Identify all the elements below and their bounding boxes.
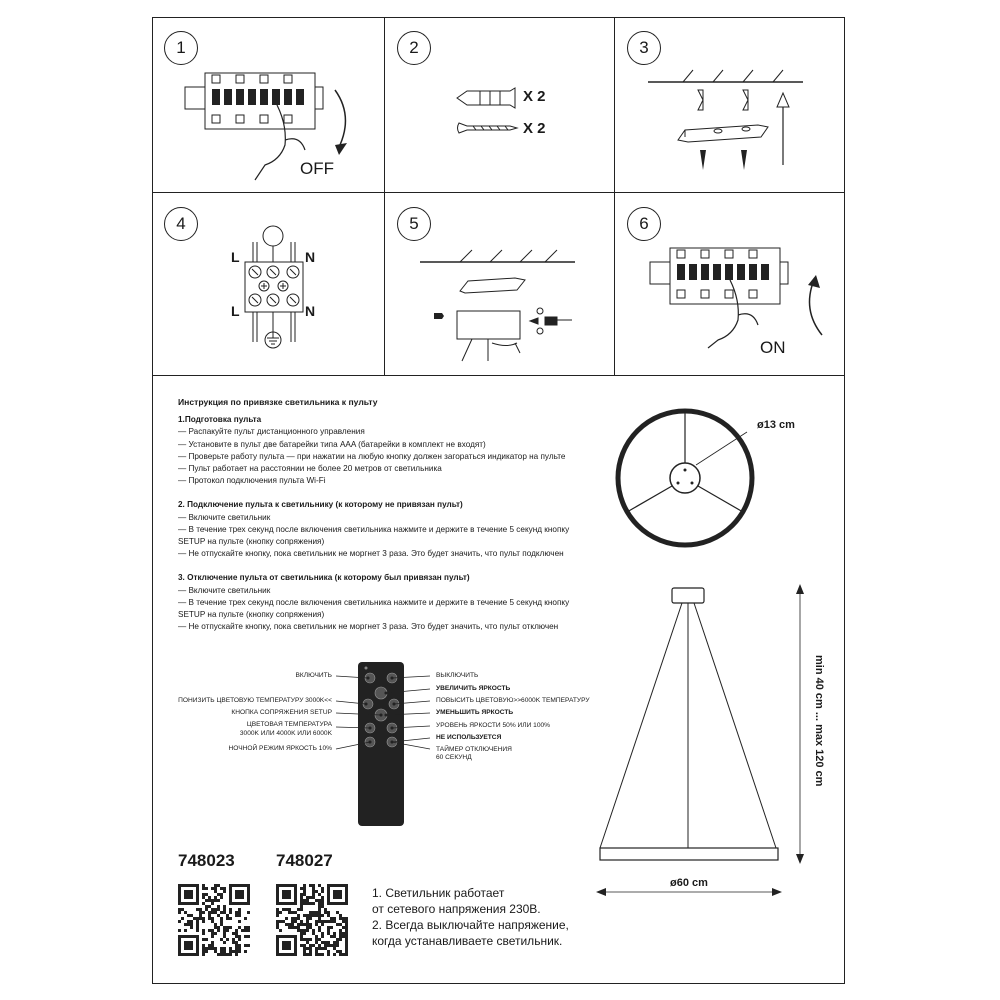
step-number-3: 3 (627, 31, 661, 65)
live-top-label: L (231, 249, 240, 265)
remote-leader-lines (330, 660, 450, 760)
remote-temp-label: ЦВЕТОВАЯ ТЕМПЕРАТУРА (246, 721, 332, 728)
qr-code-748027 (276, 884, 348, 956)
remote-timer-seconds-label: 60 СЕКУНД (436, 754, 472, 761)
remote-timer-label: ТАЙМЕР ОТКЛЮЧЕНИЯ (436, 746, 512, 753)
section-1-line: — Протокол подключения пульта Wi-Fi (178, 476, 326, 486)
remote-temp-values-label: 3000K ИЛИ 4000K ИЛИ 6000K (239, 730, 332, 737)
section-2-line: — В течение трех секунд после включения светильника нажмите и держите в течение 5 секунд кнопку (178, 524, 570, 534)
step-number-5: 5 (397, 207, 431, 241)
canopy-diameter-label: ø13 cm (757, 419, 795, 431)
instructions-title: Инструкция по привязке светильника к пульту (178, 397, 378, 407)
section-3-line: SETUP на пульте (кнопку сопряжения) (178, 610, 325, 620)
breaker-off-illustration (185, 65, 365, 185)
lamp-side-view (590, 580, 820, 900)
section-2-line: — Включите светильник (178, 512, 271, 522)
anchor-screw-illustration (455, 88, 525, 138)
section-2-line: — Не отпускайте кнопку, пока светильник не моргнет 3 раза. Это будет значить, что пульт подключен (178, 549, 564, 559)
article-number-1: 748023 (178, 851, 235, 870)
remote-setup-label: КНОПКА СОПРЯЖЕНИЯ SETUP (231, 709, 332, 716)
section-3-line: — Не отпускайте кнопку, пока светильник не моргнет 3 раза. Это будет значить, что пульт отключен (178, 622, 559, 632)
step-number-6: 6 (627, 207, 661, 241)
bracket-mounting-illustration (648, 65, 808, 180)
section-3-line: — В течение трех секунд после включения светильника нажмите и держите в течение 5 секунд кнопку (178, 597, 570, 607)
section-1-line: — Установите в пульт две батарейки типа AAA (батарейки в комплект не входят) (178, 439, 486, 449)
neutral-bottom-label: N (305, 303, 316, 319)
section-3-heading: 3. Отключение пульта от светильника (к которому был привязан пульт) (178, 573, 470, 583)
section-1-line: — Пульт работает на расстоянии не более 20 метров от светильника (178, 464, 442, 474)
remote-on-label: ВКЛЮЧИТЬ (295, 672, 332, 679)
section-2-line: SETUP на пульте (кнопку сопряжения) (178, 537, 325, 547)
article-number-2: 748027 (276, 851, 333, 870)
note-2-line-1: 2. Всегда выключайте напряжение, (372, 918, 569, 932)
anchor-quantity: X 2 (523, 88, 546, 105)
remote-dimmer-label: УМЕНЬШИТЬ ЯРКОСТЬ (436, 709, 514, 716)
section-2-heading: 2. Подключение пульта к светильнику (к которому не привязан пульт) (178, 500, 463, 510)
note-1-line-2: от сетевого напряжения 230В. (372, 902, 541, 916)
section-3-line: — Включите светильник (178, 585, 271, 595)
canopy-mounting-illustration (420, 243, 600, 368)
lamp-diameter-label: ø60 cm (670, 877, 708, 889)
remote-level-label: УРОВЕНЬ ЯРКОСТИ 50% ИЛИ 100% (436, 722, 551, 729)
step-number-1: 1 (164, 31, 198, 65)
screw-quantity: X 2 (523, 120, 546, 137)
qr-code-748023 (178, 884, 250, 956)
height-range-label: min 40 cm ... max 120 cm (813, 655, 825, 787)
breaker-on-illustration (650, 240, 830, 360)
note-1-line-1: 1. Светильник работает (372, 886, 505, 900)
live-bottom-label: L (231, 303, 240, 319)
lamp-top-view (612, 405, 762, 555)
remote-unused-label: НЕ ИСПОЛЬЗУЕТСЯ (436, 734, 502, 741)
remote-raise-temp-label: ПОВЫСИТЬ ЦВЕТОВУЮ>>6000K ТЕМПЕРАТУРУ (436, 697, 590, 704)
step-number-2: 2 (397, 31, 431, 65)
off-label: OFF (300, 159, 334, 178)
remote-brighter-label: УВЕЛИЧИТЬ ЯРКОСТЬ (436, 685, 511, 692)
note-2-line-2: когда устанавливаете светильник. (372, 934, 563, 948)
section-1-heading: 1.Подготовка пульта (178, 415, 262, 425)
remote-night-label: НОЧНОЙ РЕЖИМ ЯРКОСТЬ 10% (228, 745, 332, 752)
remote-lower-temp-label: ПОНИЗИТЬ ЦВЕТОВУЮ ТЕМПЕРАТУРУ 3000K<< (178, 697, 332, 704)
wiring-terminal-illustration (240, 222, 320, 362)
section-1-line: — Проверьте работу пульта — при нажатии на любую кнопку должен загораться индикатор на пульте (178, 451, 566, 461)
remote-off-label: ВЫКЛЮЧИТЬ (436, 672, 479, 679)
pairing-instructions (178, 396, 598, 633)
section-1-line: — Распакуйте пульт дистанционного управления (178, 427, 365, 437)
safety-notes (372, 885, 569, 949)
on-label: ON (760, 338, 786, 357)
neutral-top-label: N (305, 249, 316, 265)
step-number-4: 4 (164, 207, 198, 241)
